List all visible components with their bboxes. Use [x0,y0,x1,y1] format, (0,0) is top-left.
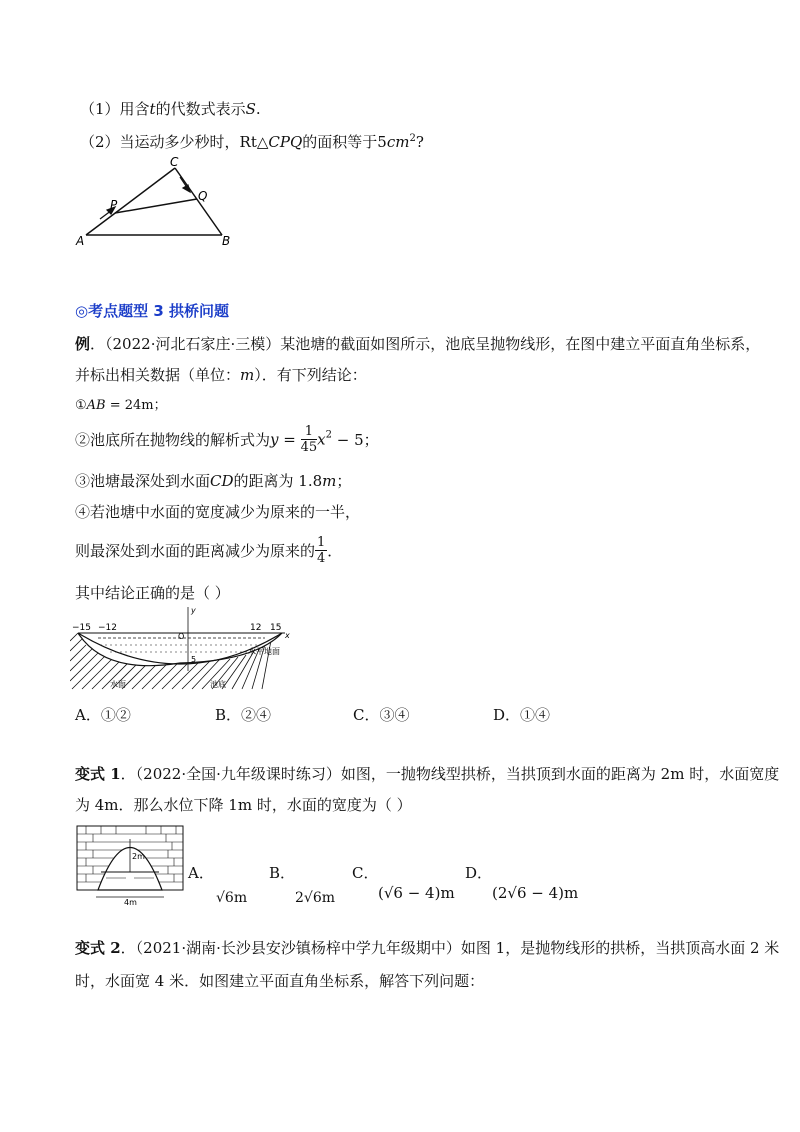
svg-text:池底: 池底 [210,680,226,689]
variant2-line-2: 时，水面宽 4 米．如图建立平面直角坐标系，解答下列问题： [75,972,485,990]
svg-text:4m: 4m [124,898,137,907]
v1-value-d: (2√6 − 4)m [492,884,579,902]
variant2-line-1: 变式 2．（2021·湖南·长沙县安沙镇杨梓中学九年级期中）如图 1，是抛物线形的拱桥，当拱顶高水面 2 米 [75,939,780,957]
option-c[interactable]: C．③④ [353,706,410,724]
example-line-2: 并标出相关数据（单位：m）．有下列结论： [75,366,367,384]
label-a: A [76,234,85,248]
v1-option-a[interactable]: A． [188,864,214,882]
variant1-line-1: 变式 1．（2022·全国·九年级课时练习）如图，一抛物线型拱桥，当拱顶到水面的距离为 2m 时，水面宽度 [75,765,780,783]
section-heading: ◎考点题型 3 拱桥问题 [75,302,229,320]
v1-value-a: √6m [216,890,248,906]
label-b: B [222,234,231,248]
v1-value-c: (√6 − 4)m [378,884,455,902]
svg-text:O: O [178,632,185,641]
section-icon: ◎ [75,302,89,320]
pond-figure [70,605,295,693]
conclusion-1: ①AB = 24m； [75,398,167,413]
bridge-figure [76,825,186,907]
label-c: C [170,155,179,169]
svg-text:x: x [285,631,290,640]
example-line-1: 例．（2022·河北石家庄·三模）某池塘的截面如图所示，池底呈抛物线形，在图中建立平面直角坐标系， [75,335,761,353]
v1-option-b[interactable]: B． [269,864,296,882]
v1-value-b: 2√6m [295,890,336,906]
svg-text:水平地面: 水平地面 [248,647,280,656]
svg-text:2m: 2m [132,852,145,861]
svg-text:y: y [191,606,196,615]
triangle-figure [72,155,242,250]
conclusion-4b: 则最深处到水面的距离减少为原来的 $\frac{1}{4}$ ． [75,535,343,566]
v1-option-c[interactable]: C． [352,864,379,882]
conclusion-3: ③池塘最深处到水面CD的距离为 1.8m； [75,472,352,490]
label-p: P [110,198,118,212]
conclusion-4: ④若池塘中水面的宽度减少为原来的一半， [75,503,361,521]
option-d[interactable]: D．①④ [493,706,551,724]
option-a[interactable]: A．①② [75,706,131,724]
variant1-line-2: 为 4m．那么水位下降 1m 时，水面的宽度为（ ） [75,796,412,814]
conclusion-2: ②池底所在抛物线的解析式为y = $\frac{1}{45}$ $x^2 - 5$； [75,424,379,455]
option-b[interactable]: B．②④ [215,706,272,724]
question-2: （2）当运动多少秒时，Rt△CPQ的面积等于$5cm^2$? [80,133,424,151]
svg-text:−12: −12 [98,623,117,633]
svg-text:15: 15 [270,623,282,633]
svg-text:5: 5 [191,655,197,664]
svg-text:水面: 水面 [110,680,126,689]
svg-text:12: 12 [250,623,262,633]
example-question: 其中结论正确的是（ ） [75,584,230,602]
v1-option-d[interactable]: D． [465,864,493,882]
label-q: Q [198,189,208,203]
svg-text:−15: −15 [72,623,91,633]
question-1: （1）用含t的代数式表示S. [80,100,261,118]
